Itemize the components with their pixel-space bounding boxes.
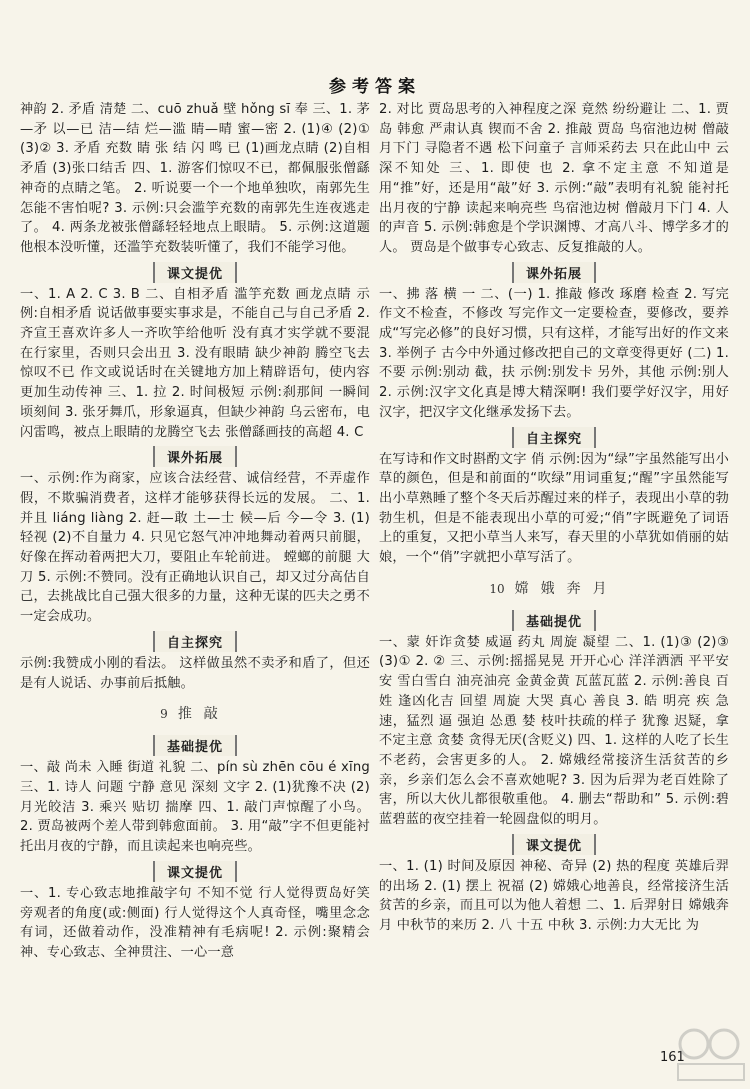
answer-paragraph: 示例:我赞成小刚的看法。 这样做虽然不卖矛和盾了，但还是有人说话、办事前后抵触。: [20, 655, 370, 691]
section-heading: 课外拓展: [153, 446, 237, 467]
lesson-title: 嫦娥奔月: [514, 580, 619, 597]
right-column: [379, 100, 729, 936]
section-heading: 课外拓展: [512, 262, 596, 283]
answer-paragraph: 在写诗和作文时斟酌文字 俏 示例:因为“绿”字虽然能写出小草的颜色，但是和前面的“吹绿”用词重复;“醒”字虽然能写出小草熟睡了整个冬天后苏醒过来的样子，表现出小草的勃勃生机，但是不能表现出小草的可爱;“俏”字既避免了词语上的重复，又把小草当人来写，春天里的小草犹如俏丽的姑娘，一个“俏”字就把小草写活了。: [379, 451, 729, 566]
section-heading: 课文提优: [153, 262, 237, 283]
answer-paragraph: 一、敲 尚未 入睡 街道 礼貌 二、pín sù zhēn cōu é xīng 三、1. 诗人 问题 宁静 意见 深刻 文字 2. (1)犹豫不决 (2)月光皎洁 3. 乘兴 贴切 揣摩 四、1. 敲门声惊醒了小鸟。 2. 贾岛被两个差人带到韩愈面前。 3. 用“敲”字不但更能衬托出月夜的宁静，而且读起来也响亮些。: [20, 760, 370, 855]
lesson-number: 10: [489, 581, 505, 596]
section-heading: 课文提优: [512, 834, 596, 855]
answer-paragraph: 一、1. (1) 时间及原因 神秘、奇异 (2) 热的程度 英雄后羿的出场 2. (1) 摆上 祝福 (2) 嫦娥心地善良，经常接济生活贫苦的乡亲，而且可以为他人着想 二、1. 后羿射日 嫦娥奔月 中秋节的来历 2. 八 十五 中秋 3. 示例:力大无比 为: [379, 858, 729, 933]
answer-paragraph: 神韵 2. 矛盾 清楚 二、cuō zhuǎ 壁 hǒng sī 奉 三、1. 茅—矛 以—已 洁—结 烂—滥 睛—晴 蜜—密 2. (1)④ (2)① (3)② 3. 矛盾 充数 睛 张 结 闪 鸣 已 (1)画龙点睛 (2)自相矛盾 (3)张口结舌 四、1. 游客们惊叹不已，都佩服张僧繇神奇的点睛之笔。 2. 听说要一个一个地单独吹，南郭先生怎能不害怕呢? 3. 示例:只会滥竽充数的南郭先生连夜逃走了。 4. 两条龙被张僧繇轻轻地点上眼睛。 5. 示例:这道题他根本没听懂，还滥竽充数装听懂了，我们不能学习他。: [20, 102, 370, 255]
lesson-heading: [379, 578, 729, 598]
answer-paragraph: 一、1. 专心致志地推敲字句 不知不觉 行人觉得贾岛好笑 旁观者的角度(或:侧面) 行人觉得这个人真奇怪，嘴里念念有词，还做着动作，没准精神有毛病呢! 2. 示例:聚精会神、专心致志、全神贯注、一心一意: [20, 885, 370, 960]
answer-paragraph: 一、蒙 奸诈贪婪 威逼 药丸 周旋 凝望 二、1. (1)③ (2)③ (3)① 2. ② 三、示例:摇摇晃晃 开开心心 洋洋洒洒 平平安安 雪白雪白 油亮油亮 金黄金黄 瓦蓝瓦蓝 2. 示例:善良 百姓 逢凶化吉 回望 周旋 大哭 真心 善良 3. 皓 明亮 疾 急速，猛烈 逼 强迫 怂恿 婪 枝叶扶疏的样子 犹豫 迟疑，拿不定主意 贪婪 贪得无厌(含贬义) 四、1. 这样的人吃了长生不老药，会害更多的人。 2. 嫦娥经常接济生活贫苦的乡亲，乡亲们怎么会不喜欢她呢? 3. 因为后羿为老百姓除了害，所以大伙儿都很敬重他。 4. 删去“帮助和” 5. 示例:碧蓝碧蓝的夜空挂着一轮圆盘似的明月。: [379, 634, 729, 828]
lesson-title: 推敲: [177, 706, 230, 723]
answer-paragraph: 一、示例:作为商家，应该合法经营、诚信经营，不弄虚作假，不欺骗消费者，这样才能够获得长远的发展。 二、1. 并且 liáng liàng 2. 赶—敢 土—士 候—后 今—令 3. (1)轻视 (2)不自量力 4. 只见它怒气冲冲地舞动着两只前腿，好像在挥动着两把大刀，要阻止车轮前进。 螳螂的前腿 大刀 5. 示例:不赞同。没有正确地认识自己，却又过分高估自己，去挑战比自己强大很多的力量，这种无谋的匹夫之勇不一定会成功。: [20, 471, 370, 625]
left-column: [20, 100, 370, 963]
lesson-heading: [20, 703, 370, 723]
section-heading: 基础提优: [153, 735, 237, 756]
answer-paragraph: 2. 对比 贾岛思考的入神程度之深 竟然 纷纷避让 二、1. 贾岛 韩愈 严肃认真 锲而不舍 2. 推敲 贾岛 鸟宿池边树 僧敲月下门 寻隐者不遇 松下问童子 言师采药去 只在此山中 云深不知处 三、1. 即使 也 2. 拿不定主意 不知道是用“推”好，还是用“敲”好 3. 示例:“敲”表明有礼貌 能衬托出月夜的宁静 读起来响亮些 鸟宿池边树 僧敲月下门 4. 人的声音 5. 示例:韩愈是个学识渊博、才高八斗、博学多才的人。 贾岛是个做事专心致志、反复推敲的人。: [379, 102, 729, 255]
page-number: 161: [660, 1050, 685, 1065]
lesson-number: 9: [160, 707, 168, 722]
page-title: 参考答案: [329, 77, 421, 97]
section-heading: 自主探究: [512, 427, 596, 448]
section-heading: 基础提优: [512, 610, 596, 631]
section-heading: 自主探究: [153, 631, 237, 652]
watermark-logo: [672, 1022, 750, 1086]
answer-paragraph: 一、1. A 2. C 3. B 二、自相矛盾 滥竽充数 画龙点睛 示例:自相矛盾 说话做事要实事求是，不能自己与自己矛盾 2. 齐宣王喜欢许多人一齐吹竽给他听 没有真才实学就不要混在行家里，否则只会出丑 3. 没有眼睛 缺少神韵 腾空飞去 惊叹不已 作文或说话时在关键地方加上精辟语句，使内容更加生动传神 三、1. 拉 2. 时间极短 示例:刹那间 一瞬间 顷刻间 3. 张牙舞爪，形象逼真，但缺少神韵 乌云密布，电闪雷鸣，被点上眼睛的龙腾空飞去 张僧繇画技的高超 4. C: [20, 286, 370, 440]
answer-paragraph: 一、拂 落 横 一 二、(一) 1. 推敲 修改 琢磨 检查 2. 写完作文不检查，不修改 写完作文一定要检查，要修改，要养成“写完必修”的良好习惯，只有这样，才能写出好的作文来 3. 举例子 古今中外通过修改把自己的文章变得更好 (二) 1. 不要 示例:别动 截，扶 示例:别发卡 另外，其他 示例:别人 2. 示例:汉字文化真是博大精深啊! 我们要学好汉字，用好汉字，把汉字文化继承发扬下去。: [379, 286, 729, 420]
section-heading: 课文提优: [153, 861, 237, 882]
